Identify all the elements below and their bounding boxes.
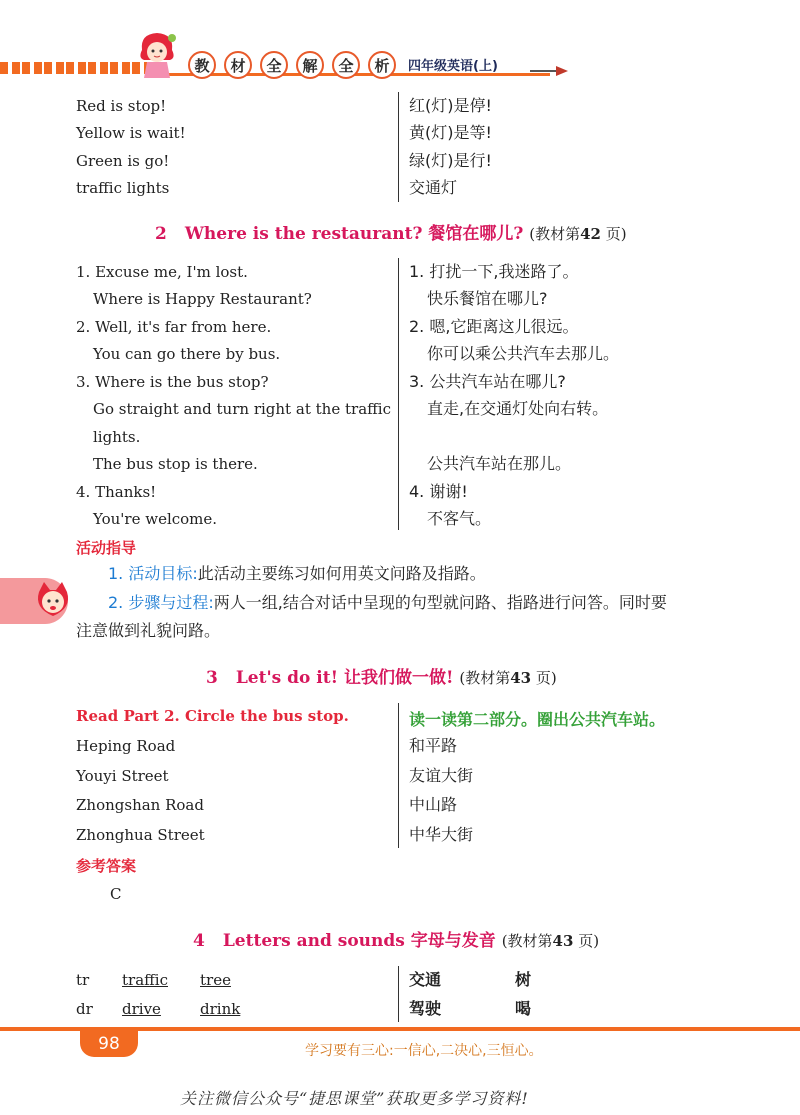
- dialogue-line-en: 1. Excuse me, I'm lost.: [76, 263, 248, 281]
- title-char-6: 析: [368, 51, 396, 79]
- top-row-zh: 红(灯)是停!: [409, 96, 492, 115]
- sound-word-zh: 驾驶: [409, 999, 442, 1018]
- top-row-en: Red is stop!: [76, 97, 167, 115]
- place-zh: 友谊大街: [409, 766, 474, 785]
- dialogue-line-zh: 公共汽车站在那儿。: [427, 454, 572, 473]
- girl-mascot-icon: [132, 28, 182, 82]
- column-divider: [398, 703, 399, 848]
- dialogue-line-en: Where is Happy Restaurant?: [93, 290, 312, 308]
- title-char-4: 解: [296, 51, 324, 79]
- title-char-2: 材: [224, 51, 252, 79]
- dialogue-line-en: 3. Where is the bus stop?: [76, 373, 269, 391]
- place-zh: 和平路: [409, 736, 458, 755]
- dialogue-line-zh: 你可以乘公共汽车去那儿。: [427, 344, 620, 363]
- place-en: Zhonghua Street: [76, 826, 205, 844]
- dialogue-line-en: You can go there by bus.: [93, 345, 281, 363]
- activity-item-1: 1. 活动目标:此活动主要练习如何用英文问路及指路。: [108, 564, 486, 583]
- pen-icon: [530, 62, 570, 80]
- title-char-3: 全: [260, 51, 288, 79]
- section-3-title: 3 Let's do it! 让我们做一做! (教材第43 页): [206, 668, 557, 688]
- answer-heading: 参考答案: [76, 857, 137, 875]
- dialogue-line-en: You're welcome.: [93, 510, 218, 528]
- top-row-en: traffic lights: [76, 179, 170, 197]
- top-row-en: Yellow is wait!: [76, 124, 186, 142]
- footer-motto: 学习要有三心:一信心,二决心,三恒心。: [305, 1043, 543, 1059]
- section-4-title: 4 Letters and sounds 字母与发音 (教材第43 页): [193, 931, 600, 951]
- sound-word: [122, 999, 161, 1019]
- sound-label: dr: [76, 1000, 93, 1018]
- dialogue-line-en: Go straight and turn right at the traffic: [93, 400, 391, 418]
- sound-word: [200, 970, 231, 990]
- answer-value: C: [110, 885, 122, 903]
- sound-word-1: drive: [122, 1000, 161, 1018]
- handwritten-note: 关注微信公众号“捷思课堂”获取更多学习资料!: [180, 1089, 529, 1108]
- sound-word-2: drink: [200, 1000, 241, 1018]
- dialogue-line-zh: 2. 嗯,它距离这儿很远。: [409, 317, 579, 336]
- place-en: Youyi Street: [76, 767, 169, 785]
- section-2-title: 2 Where is the restaurant? 餐馆在哪儿? (教材第42 页): [155, 224, 627, 244]
- column-divider: [398, 966, 399, 1022]
- dialogue-line-zh: 4. 谢谢!: [409, 482, 468, 501]
- title-char-1: 教: [188, 51, 216, 79]
- instruction-en: Read Part 2. Circle the bus stop.: [76, 707, 349, 725]
- top-row-en: Green is go!: [76, 152, 170, 170]
- place-zh: 中华大街: [409, 825, 474, 844]
- mascot-face-icon: [34, 580, 72, 620]
- dialogue-line-zh: 快乐餐馆在哪儿?: [427, 289, 548, 308]
- place-en: Zhongshan Road: [76, 796, 204, 814]
- sound-word: [200, 999, 240, 1019]
- sound-word-2: tree: [200, 971, 231, 989]
- sound-label: tr: [76, 971, 90, 989]
- sound-word-zh: 交通: [409, 970, 442, 989]
- top-row-zh: 交通灯: [409, 178, 458, 197]
- page-number: 98: [80, 1031, 138, 1057]
- dialogue-line-en: The bus stop is there.: [93, 455, 258, 473]
- dialogue-line-zh: 1. 打扰一下,我迷路了。: [409, 262, 579, 281]
- dialogue-line-zh: 直走,在交通灯处向右转。: [427, 399, 609, 418]
- title-char-5: 全: [332, 51, 360, 79]
- place-zh: 中山路: [409, 795, 458, 814]
- sound-word-zh: 喝: [515, 999, 532, 1018]
- activity-heading: 活动指导: [76, 539, 137, 557]
- top-row-zh: 绿(灯)是行!: [409, 151, 492, 170]
- top-row-zh: 黄(灯)是等!: [409, 123, 492, 142]
- dialogue-line-zh: 不客气。: [427, 509, 492, 528]
- sound-word: [122, 970, 168, 990]
- activity-item-2: 2. 步骤与过程:两人一组,结合对话中呈现的句型就问路、指路进行问答。同时要: [108, 593, 667, 612]
- place-en: Heping Road: [76, 737, 176, 755]
- dialogue-line-en: 2. Well, it's far from here.: [76, 318, 272, 336]
- dialogue-line-en: 4. Thanks!: [76, 483, 157, 501]
- sound-word-1: traffic: [122, 971, 168, 989]
- grade-label: 四年级英语(上): [408, 59, 498, 74]
- dialogue-line-en: lights.: [93, 428, 141, 446]
- activity-item-2-cont: 注意做到礼貌问路。: [76, 621, 221, 640]
- dialogue-line-zh: 3. 公共汽车站在哪儿?: [409, 372, 566, 391]
- sound-word-zh: 树: [515, 970, 532, 989]
- instruction-zh: 读一读第二部分。圈出公共汽车站。: [409, 710, 666, 729]
- column-divider: [398, 92, 399, 202]
- column-divider: [398, 258, 399, 530]
